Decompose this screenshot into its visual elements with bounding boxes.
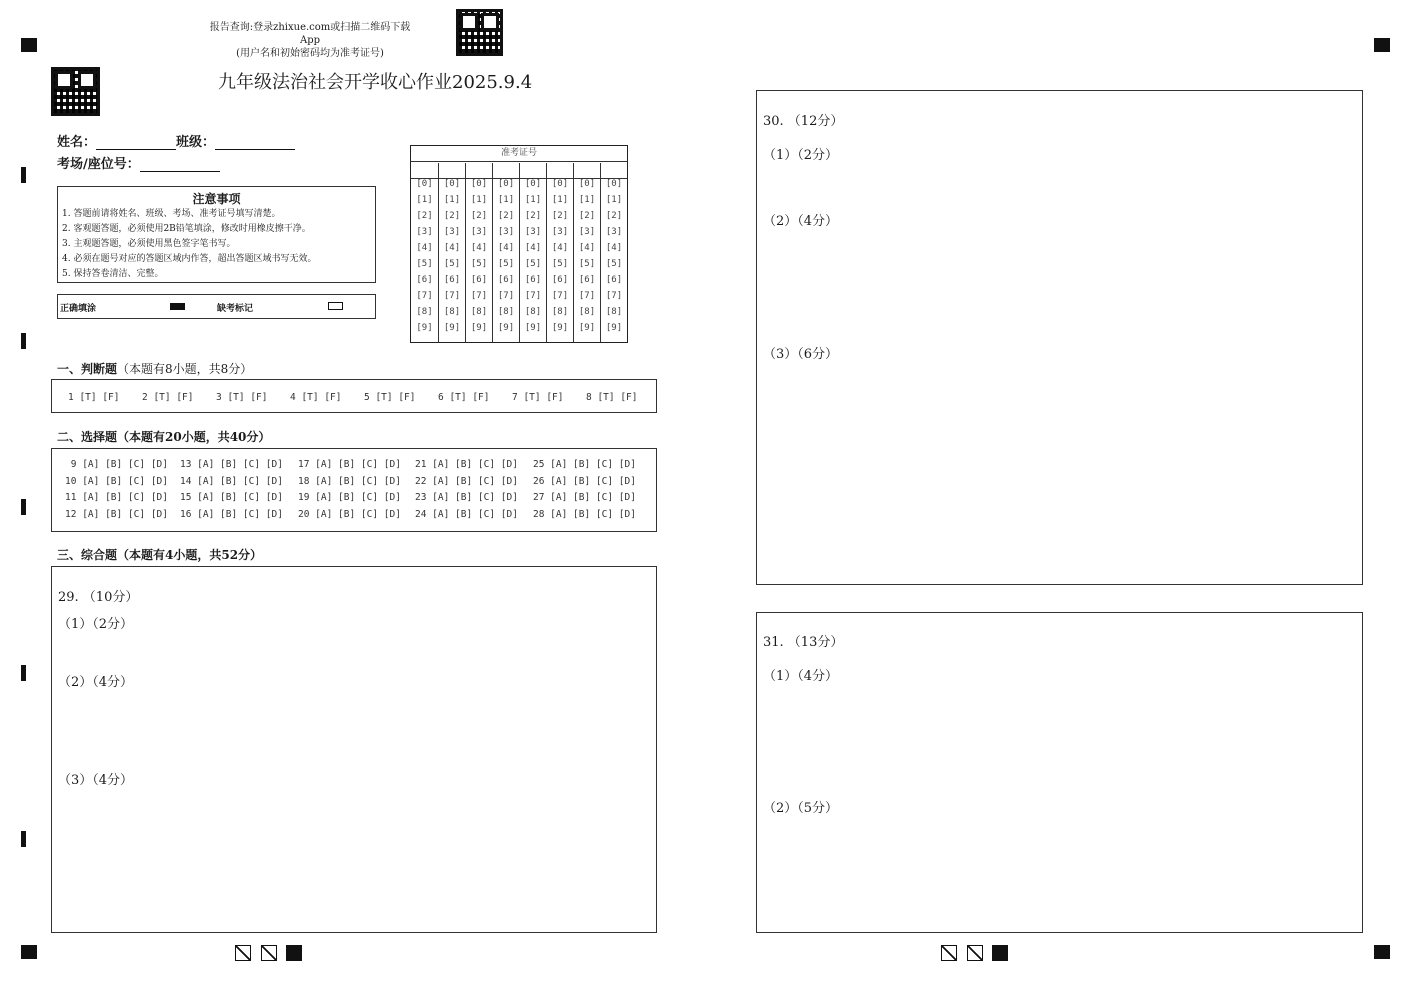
exam-id-digit-bubble[interactable]: [9] — [416, 323, 433, 333]
q30-heading: 30. （12分） — [763, 114, 844, 129]
exam-id-digit-bubble[interactable]: [0] — [578, 179, 596, 189]
fill-legend — [57, 294, 376, 319]
exam-id-digit-bubble[interactable]: [5] — [470, 259, 488, 269]
tf-item[interactable]: 1 [T] [F] — [68, 392, 120, 403]
exam-id-digit-bubble[interactable]: [4] — [524, 243, 542, 253]
seat-field[interactable] — [140, 158, 220, 172]
timing-mark — [21, 665, 26, 681]
report-line-1: 报告查询:登录zhixue.com或扫描二维码下载App — [209, 22, 411, 46]
exam-id-digit-bubble[interactable]: [8] — [524, 307, 542, 317]
exam-id-column — [411, 179, 438, 342]
exam-id-digit-bubble[interactable]: [4] — [497, 243, 515, 253]
exam-id-digit-bubble[interactable]: [2] — [551, 211, 569, 221]
corner-mark-top-right — [1374, 38, 1390, 52]
exam-id-digit-bubble[interactable]: [2] — [524, 211, 542, 221]
exam-id-digit-bubble[interactable]: [5] — [497, 259, 515, 269]
seat-label: 考场/座位号： — [57, 157, 140, 172]
mc-item[interactable]: 23 [A] [B] [C] [D] — [415, 492, 518, 504]
mc-item[interactable]: 28 [A] [B] [C] [D] — [533, 508, 636, 520]
exam-id-digit-bubble[interactable]: [8] — [578, 307, 596, 317]
exam-id-column — [492, 179, 519, 342]
exam-id-digit-bubble[interactable]: [6] — [551, 275, 569, 285]
q29-sub-1: （1）（2分） — [58, 617, 134, 632]
tf-item[interactable]: 3 [T] [F] — [216, 392, 268, 403]
exam-id-digit-bubble[interactable]: [8] — [497, 307, 515, 317]
filled-sample-icon — [170, 303, 185, 310]
exam-id-digit-bubble[interactable]: [5] — [551, 259, 569, 269]
exam-id-digit-bubble[interactable]: [9] — [605, 323, 623, 333]
exam-id-digit-bubble[interactable]: [9] — [578, 323, 596, 333]
section3-title: 三、综合题（本题有4小题，共52分） — [57, 548, 263, 562]
notice-title: 注意事项 — [192, 192, 241, 206]
exam-id-digit-bubble[interactable]: [8] — [443, 307, 461, 317]
tf-answer-box — [51, 379, 657, 413]
mc-item[interactable]: 10 [A] [B] [C] [D] — [65, 475, 168, 487]
q31-answer-box[interactable] — [756, 612, 1363, 933]
exam-id-digit-bubble[interactable]: [7] — [551, 291, 569, 301]
section1-title — [57, 360, 252, 377]
mc-item[interactable]: 27 [A] [B] [C] [D] — [533, 492, 636, 504]
exam-id-digit-bubble[interactable]: [1] — [470, 195, 488, 205]
report-info — [204, 21, 416, 60]
exam-id-digit-bubble[interactable]: [4] — [416, 243, 433, 253]
section1-title-bold: 一、判断题 — [57, 362, 118, 376]
exam-id-grid — [410, 145, 628, 343]
exam-id-digit-bubble[interactable]: [5] — [416, 259, 433, 269]
class-field[interactable] — [215, 136, 295, 150]
mc-item[interactable]: 26 [A] [B] [C] [D] — [533, 475, 636, 487]
exam-id-digit-bubble[interactable]: [2] — [443, 211, 461, 221]
exam-id-digit-bubble[interactable]: [8] — [416, 307, 433, 317]
mc-item[interactable]: 21 [A] [B] [C] [D] — [415, 459, 518, 470]
mc-answer-box — [51, 448, 657, 532]
exam-id-column — [438, 179, 465, 342]
notice-item: 3. 主观题答题，必须使用黑色签字笔书写。 — [62, 239, 236, 249]
exam-id-digit-bubble[interactable]: [1] — [443, 195, 461, 205]
exam-id-digit-bubble[interactable]: [3] — [416, 227, 433, 237]
exam-id-digit-bubble[interactable]: [6] — [443, 275, 461, 285]
name-class-row — [57, 131, 295, 150]
mc-item[interactable]: 25 [A] [B] [C] [D] — [533, 459, 636, 470]
exam-id-digit-bubble[interactable]: [3] — [443, 227, 461, 237]
exam-id-digit-bubble[interactable]: [6] — [497, 275, 515, 285]
exam-id-digit-bubble[interactable]: [7] — [416, 291, 433, 301]
section1-title-detail: （本题有8小题，共8分） — [117, 362, 253, 376]
exam-id-column — [546, 179, 573, 342]
exam-id-digit-bubble[interactable]: [0] — [497, 179, 515, 189]
exam-id-digit-bubble[interactable]: [2] — [605, 211, 623, 221]
exam-id-separator — [573, 163, 574, 180]
exam-id-digit-bubble[interactable]: [6] — [416, 275, 433, 285]
exam-id-digit-bubble[interactable]: [7] — [443, 291, 461, 301]
exam-id-digit-bubble[interactable]: [3] — [578, 227, 596, 237]
exam-id-digit-bubble[interactable]: [5] — [578, 259, 596, 269]
timing-mark — [21, 499, 26, 515]
tf-item[interactable]: 4 [T] [F] — [290, 392, 342, 403]
class-label: 班级： — [176, 135, 216, 150]
exam-id-digit-bubble[interactable]: [4] — [605, 243, 623, 253]
exam-id-digit-bubble[interactable]: [4] — [470, 243, 488, 253]
q31-heading: 31. （13分） — [763, 635, 844, 650]
exam-id-digit-bubble[interactable]: [3] — [551, 227, 569, 237]
page-code-mark-filled — [992, 945, 1008, 961]
exam-id-digit-bubble[interactable]: [5] — [443, 259, 461, 269]
mc-item[interactable]: 12 [A] [B] [C] [D] — [65, 508, 168, 520]
seat-row — [57, 153, 220, 172]
q29-sub-3: （3）（4分） — [58, 773, 134, 788]
exam-id-digit-bubble[interactable]: [4] — [443, 243, 461, 253]
q29-sub-2: （2）（4分） — [58, 675, 134, 690]
page-code-mark — [941, 945, 957, 961]
exam-id-separator — [438, 163, 439, 180]
correct-fill-label: 正确填涂 — [60, 304, 97, 314]
mc-item[interactable]: 24 [A] [B] [C] [D] — [415, 508, 518, 520]
exam-id-digit-bubble[interactable]: [5] — [605, 259, 623, 269]
mc-column — [58, 459, 168, 525]
student-qr-code — [51, 67, 100, 116]
exam-id-digit-bubble[interactable]: [7] — [605, 291, 623, 301]
absent-mark-label: 缺考标记 — [217, 304, 254, 314]
app-qr-code[interactable] — [456, 9, 503, 56]
exam-id-digit-bubble[interactable]: [0] — [551, 179, 569, 189]
mc-item[interactable]: 14 [A] [B] [C] [D] — [180, 475, 283, 487]
q31-sub-2: （2）（5分） — [763, 801, 839, 816]
exam-id-digit-bubble[interactable]: [8] — [470, 307, 488, 317]
exam-id-column — [465, 179, 492, 342]
mc-item[interactable]: 19 [A] [B] [C] [D] — [298, 492, 401, 504]
timing-mark — [21, 831, 26, 847]
exam-id-digit-bubble[interactable]: [7] — [578, 291, 596, 301]
exam-id-digit-bubble[interactable]: [2] — [497, 211, 515, 221]
corner-mark-bottom-left — [21, 945, 37, 959]
q30-answer-box[interactable] — [756, 90, 1363, 585]
exam-id-digit-bubble[interactable]: [0] — [416, 179, 433, 189]
corner-mark-bottom-right — [1374, 945, 1390, 959]
notice-item: 5. 保持答卷清洁、完整。 — [62, 269, 164, 279]
exam-id-digit-bubble[interactable]: [0] — [524, 179, 542, 189]
exam-id-digit-bubble[interactable]: [6] — [578, 275, 596, 285]
tf-item[interactable]: 6 [T] [F] — [438, 392, 490, 403]
exam-id-separator — [465, 163, 466, 180]
absent-mark-box[interactable] — [328, 302, 343, 310]
exam-id-digit-bubble[interactable]: [9] — [443, 323, 461, 333]
exam-id-digit-bubble[interactable]: [9] — [524, 323, 542, 333]
exam-id-digit-bubble[interactable]: [8] — [551, 307, 569, 317]
notice-item: 2. 客观题答题，必须使用2B铅笔填涂，修改时用橡皮擦干净。 — [62, 224, 311, 234]
exam-id-column — [573, 179, 600, 342]
name-label: 姓名： — [57, 135, 97, 150]
mc-item[interactable]: 16 [A] [B] [C] [D] — [180, 508, 283, 520]
page-code-mark — [235, 945, 251, 961]
exam-id-digit-bubble[interactable]: [6] — [470, 275, 488, 285]
exam-id-digit-bubble[interactable]: [0] — [605, 179, 623, 189]
q30-sub-2: （2）（4分） — [763, 214, 839, 229]
mc-column — [180, 459, 283, 525]
exam-id-digit-bubble[interactable]: [2] — [416, 211, 433, 221]
exam-id-separator — [492, 163, 493, 180]
tf-item[interactable]: 8 [T] [F] — [586, 392, 638, 403]
exam-id-digit-bubble[interactable]: [0] — [443, 179, 461, 189]
exam-id-separator — [546, 163, 547, 180]
exam-id-digit-bubble[interactable]: [4] — [551, 243, 569, 253]
exam-id-digit-bubble[interactable]: [3] — [605, 227, 623, 237]
exam-id-digit-bubble[interactable]: [1] — [605, 195, 623, 205]
exam-id-digit-bubble[interactable]: [9] — [470, 323, 488, 333]
exam-id-column — [600, 179, 627, 342]
exam-id-digit-bubble[interactable]: [2] — [470, 211, 488, 221]
q29-heading: 29. （10分） — [58, 590, 139, 605]
exam-id-digit-bubble[interactable]: [7] — [470, 291, 488, 301]
mc-column — [533, 459, 636, 525]
exam-id-digit-bubble[interactable]: [1] — [497, 195, 515, 205]
tf-item[interactable]: 5 [T] [F] — [364, 392, 416, 403]
exam-id-separator — [519, 163, 520, 180]
notice-box — [57, 186, 376, 283]
mc-column — [298, 459, 401, 525]
exam-id-digit-bubble[interactable]: [6] — [524, 275, 542, 285]
exam-id-digit-bubble[interactable]: [9] — [497, 323, 515, 333]
section2-title: 二、选择题（本题有20小题，共40分） — [57, 430, 271, 444]
mc-item[interactable]: 11 [A] [B] [C] [D] — [65, 492, 168, 504]
exam-id-digit-bubble[interactable]: [3] — [470, 227, 488, 237]
name-field[interactable] — [96, 136, 176, 150]
exam-id-digit-bubble[interactable]: [9] — [551, 323, 569, 333]
exam-id-digit-bubble[interactable]: [1] — [524, 195, 542, 205]
exam-id-digit-bubble[interactable]: [6] — [605, 275, 623, 285]
mc-item[interactable]: 13 [A] [B] [C] [D] — [180, 459, 283, 470]
timing-mark — [21, 167, 26, 183]
mc-item[interactable]: 15 [A] [B] [C] [D] — [180, 492, 283, 504]
exam-id-separator — [600, 163, 601, 180]
page-title: 九年级法治社会开学收心作业2025.9.4 — [218, 72, 533, 93]
notice-item: 4. 必须在题号对应的答题区域内作答，超出答题区域书写无效。 — [62, 254, 317, 264]
mc-item[interactable]: 18 [A] [B] [C] [D] — [298, 475, 401, 487]
mc-column — [415, 459, 518, 525]
tf-item[interactable]: 7 [T] [F] — [512, 392, 564, 403]
exam-id-digit-bubble[interactable]: [7] — [524, 291, 542, 301]
exam-id-digit-bubble[interactable]: [1] — [578, 195, 596, 205]
q31-sub-1: （1）（4分） — [763, 669, 839, 684]
tf-item[interactable]: 2 [T] [F] — [142, 392, 194, 403]
exam-id-digit-bubble[interactable]: [4] — [578, 243, 596, 253]
notice-item: 1. 答题前请将姓名、班级、考场、准考证号填写清楚。 — [62, 209, 281, 219]
exam-id-digit-bubble[interactable]: [3] — [524, 227, 542, 237]
report-line-2: (用户名和初始密码均为准考证号) — [236, 48, 384, 59]
exam-id-title: 准考证号 — [411, 146, 627, 162]
mc-item[interactable]: 9 [A] [B] [C] [D] — [70, 459, 168, 470]
exam-id-digit-bubble[interactable]: [2] — [578, 211, 596, 221]
mc-item[interactable]: 17 [A] [B] [C] [D] — [298, 459, 401, 470]
exam-id-digit-bubble[interactable]: [1] — [416, 195, 433, 205]
page-code-mark-filled — [286, 945, 302, 961]
mc-item[interactable]: 22 [A] [B] [C] [D] — [415, 475, 518, 487]
exam-id-digit-bubble[interactable]: [3] — [497, 227, 515, 237]
exam-id-column — [519, 179, 546, 342]
timing-mark — [21, 333, 26, 349]
page-code-mark — [967, 945, 983, 961]
exam-id-digit-bubble[interactable]: [7] — [497, 291, 515, 301]
q30-sub-1: （1）（2分） — [763, 148, 839, 163]
exam-id-digit-bubble[interactable]: [8] — [605, 307, 623, 317]
exam-id-digit-bubble[interactable]: [5] — [524, 259, 542, 269]
exam-id-digit-bubble[interactable]: [0] — [470, 179, 488, 189]
corner-mark-top-left — [21, 38, 37, 52]
q30-sub-3: （3）（6分） — [763, 347, 839, 362]
exam-id-digit-bubble[interactable]: [1] — [551, 195, 569, 205]
page-code-mark — [261, 945, 277, 961]
mc-item[interactable]: 20 [A] [B] [C] [D] — [298, 508, 401, 520]
q29-answer-box[interactable] — [51, 566, 657, 933]
